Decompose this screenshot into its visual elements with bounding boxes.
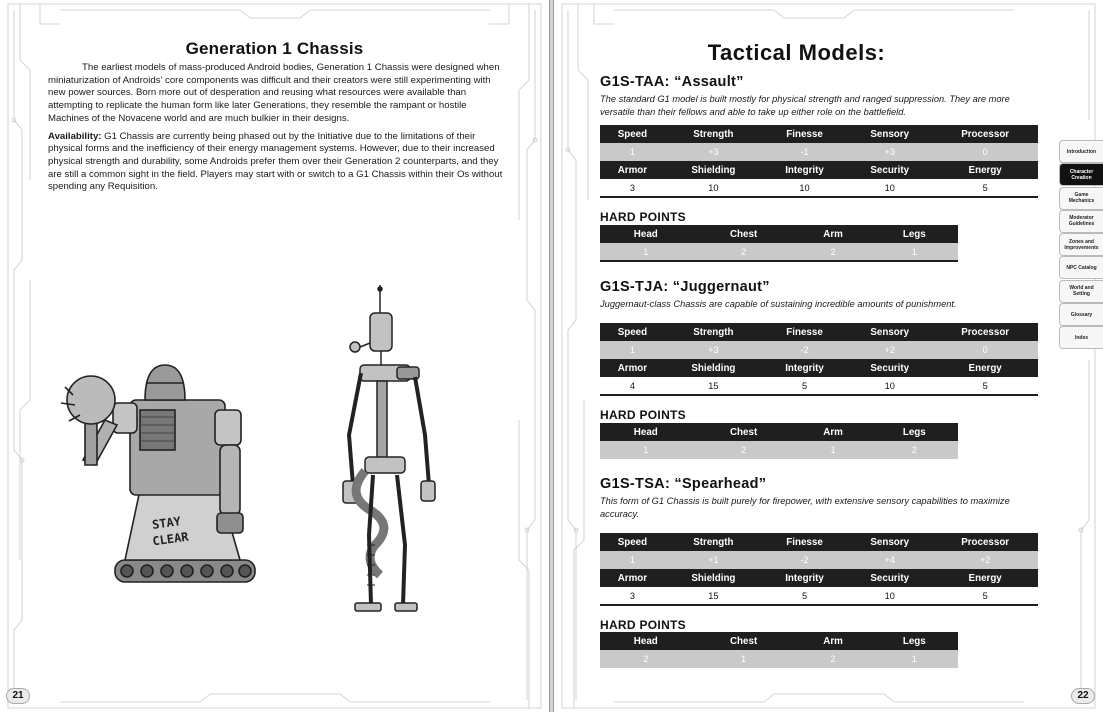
hardpoint-header: Chest: [692, 423, 796, 441]
stat-value: 0: [932, 143, 1038, 161]
model-description: Juggernaut-class Chassis are capable of sustaining incredible amounts of punishment.: [600, 299, 957, 309]
stat-header: Speed: [600, 323, 665, 341]
tab-introduction[interactable]: Introduction: [1059, 140, 1103, 163]
hardpoints-table-assault: [600, 225, 958, 262]
hardpoint-value: 2: [600, 650, 692, 668]
tab-character-creation[interactable]: Character Creation: [1059, 163, 1103, 186]
hardpoints-table-juggernaut: [600, 423, 958, 459]
model-assault: [600, 74, 1040, 118]
stat-header: Sensory: [847, 125, 932, 143]
intro-paragraph: The earliest models of mass-produced Android bodies, Generation 1 Chassis were designed when miniaturization of Androids' core components was difficult and their creators were still experimenting with new power sources. Born more out of desperation and reusing what resources were available than attempting to replicate the human form like later Generations, they resemble the rampant or hostile Machines of the Novacene world and are much bulkier in their designs.: [48, 62, 500, 124]
stat-header: Security: [847, 359, 932, 377]
stat-header: Shielding: [665, 161, 762, 179]
stats-table-spearhead: [600, 533, 1038, 606]
page-number-left: 21: [6, 688, 30, 704]
chapter-tabs: [1059, 140, 1103, 350]
stat-value: 10: [847, 377, 932, 395]
stat-header: Energy: [932, 161, 1038, 179]
stat-value: 1: [600, 551, 665, 569]
hardpoint-value: 1: [796, 441, 871, 459]
hardpoint-header: Arm: [796, 423, 871, 441]
hardpoint-header: Legs: [871, 632, 958, 650]
hardpoint-value: 1: [692, 650, 796, 668]
stat-value: -1: [762, 143, 847, 161]
stat-header: Energy: [932, 569, 1038, 587]
stat-header: Armor: [600, 569, 665, 587]
stat-header: Shielding: [665, 359, 762, 377]
clear-label: CLEAR: [151, 529, 190, 549]
stat-value: 10: [847, 587, 932, 605]
stat-header: Energy: [932, 359, 1038, 377]
hardpoint-header: Arm: [796, 632, 871, 650]
tab-zones-and-improvements[interactable]: Zones and Improvements: [1059, 233, 1103, 256]
tab-world-and-setting[interactable]: World and Setting: [1059, 280, 1103, 303]
left-page: [0, 0, 549, 712]
model-name: G1S-TJA: “Juggernaut”: [600, 279, 770, 295]
hardpoint-value: 2: [692, 243, 796, 261]
availability-text: G1 Chassis are currently being phased out by the Initiative due to the limitations of their physical forms and the inefficiency of their energy management systems. However, due to their increased physical strength and durability, some Androids prefer them over their Generation 2 counterparts, and they are still a common sight in the field. Players may start with or switch to a G1 Chassis within their Os without spending any Requisition.: [48, 130, 503, 193]
stay-label: STAY: [151, 514, 182, 532]
tracked-robot-illustration: [45, 355, 265, 595]
stat-header: Armor: [600, 161, 665, 179]
stat-header: Strength: [665, 323, 762, 341]
stat-value: -2: [762, 551, 847, 569]
hardpoint-header: Legs: [871, 423, 958, 441]
stat-header: Strength: [665, 533, 762, 551]
hardpoint-header: Head: [600, 632, 692, 650]
tab-glossary[interactable]: Glossary: [1059, 303, 1103, 326]
hardpoint-value: 2: [796, 243, 871, 261]
stat-value: 10: [847, 179, 932, 197]
hardpoint-value: 1: [600, 243, 692, 261]
section-title: Generation 1 Chassis: [185, 39, 364, 58]
stats-table-juggernaut: [600, 323, 1038, 396]
stat-value: +3: [665, 143, 762, 161]
stat-value: 10: [665, 179, 762, 197]
hardpoint-header: Head: [600, 225, 692, 243]
stat-header: Finesse: [762, 323, 847, 341]
model-spearhead: [600, 476, 1040, 520]
stat-value: 15: [665, 377, 762, 395]
stat-value: 3: [600, 587, 665, 605]
hardpoint-value: 1: [871, 243, 958, 261]
section-body: [48, 62, 504, 194]
hardpoints-label: HARD POINTS: [600, 210, 686, 224]
model-description: This form of G1 Chassis is built purely for firepower, with extensive sensory capabilities to maximize accuracy.: [600, 496, 1010, 519]
stat-header: Finesse: [762, 125, 847, 143]
page-number-right: 22: [1071, 688, 1095, 704]
stat-header: Strength: [665, 125, 762, 143]
stats-table-assault: [600, 125, 1038, 198]
tab-moderator-guidelines[interactable]: Moderator Guidelines: [1059, 210, 1103, 233]
stat-header: Security: [847, 569, 932, 587]
stat-value: 5: [762, 587, 847, 605]
stat-value: 3: [600, 179, 665, 197]
model-name: G1S-TSA: “Spearhead”: [600, 476, 767, 492]
stat-value: +1: [665, 551, 762, 569]
hardpoint-value: 2: [871, 441, 958, 459]
stat-value: 15: [665, 587, 762, 605]
stat-value: +4: [847, 551, 932, 569]
hardpoint-header: Head: [600, 423, 692, 441]
stat-header: Speed: [600, 125, 665, 143]
model-description: The standard G1 model is built mostly for physical strength and ranged suppression. They are more versatile than their fellows and able to take up either role on the battlefield.: [600, 94, 1010, 117]
tab-index[interactable]: Index: [1059, 326, 1103, 349]
stat-value: 5: [932, 179, 1038, 197]
stat-value: +2: [932, 551, 1038, 569]
stat-value: 1: [600, 341, 665, 359]
availability-label: Availability:: [48, 130, 102, 142]
hardpoints-label: HARD POINTS: [600, 618, 686, 632]
stat-header: Sensory: [847, 323, 932, 341]
tab-game-mechanics[interactable]: Game Mechanics: [1059, 187, 1103, 210]
stat-header: Processor: [932, 125, 1038, 143]
stat-header: Integrity: [762, 161, 847, 179]
stat-header: Integrity: [762, 359, 847, 377]
stat-value: +3: [665, 341, 762, 359]
stat-value: 5: [932, 377, 1038, 395]
hardpoint-header: Legs: [871, 225, 958, 243]
stat-header: Armor: [600, 359, 665, 377]
hardpoint-header: Chest: [692, 225, 796, 243]
stat-value: +2: [847, 341, 932, 359]
stat-value: +3: [847, 143, 932, 161]
stat-header: Processor: [932, 323, 1038, 341]
model-juggernaut: [600, 279, 1040, 311]
hardpoint-value: 1: [871, 650, 958, 668]
stat-header: Finesse: [762, 533, 847, 551]
hardpoint-header: Arm: [796, 225, 871, 243]
stat-header: Processor: [932, 533, 1038, 551]
stat-value: 10: [762, 179, 847, 197]
model-name: G1S-TAA: “Assault”: [600, 74, 744, 90]
skeletal-robot-illustration: [325, 285, 465, 625]
stat-header: Sensory: [847, 533, 932, 551]
stat-value: 4: [600, 377, 665, 395]
availability-paragraph: [48, 131, 504, 195]
hardpoints-label: HARD POINTS: [600, 408, 686, 422]
hardpoint-value: 2: [692, 441, 796, 459]
right-page: [554, 0, 1103, 712]
hardpoint-header: Chest: [692, 632, 796, 650]
tactical-models-title: Tactical Models:: [707, 40, 886, 65]
stat-value: -2: [762, 341, 847, 359]
hardpoint-value: 1: [600, 441, 692, 459]
stat-value: 0: [932, 341, 1038, 359]
hardpoint-value: 2: [796, 650, 871, 668]
hardpoints-table-spearhead: [600, 632, 958, 668]
tab-npc-catalog[interactable]: NPC Catalog: [1059, 256, 1103, 279]
stat-header: Security: [847, 161, 932, 179]
stat-header: Speed: [600, 533, 665, 551]
stat-header: Integrity: [762, 569, 847, 587]
stat-value: 5: [762, 377, 847, 395]
stat-header: Shielding: [665, 569, 762, 587]
stat-value: 1: [600, 143, 665, 161]
stat-value: 5: [932, 587, 1038, 605]
